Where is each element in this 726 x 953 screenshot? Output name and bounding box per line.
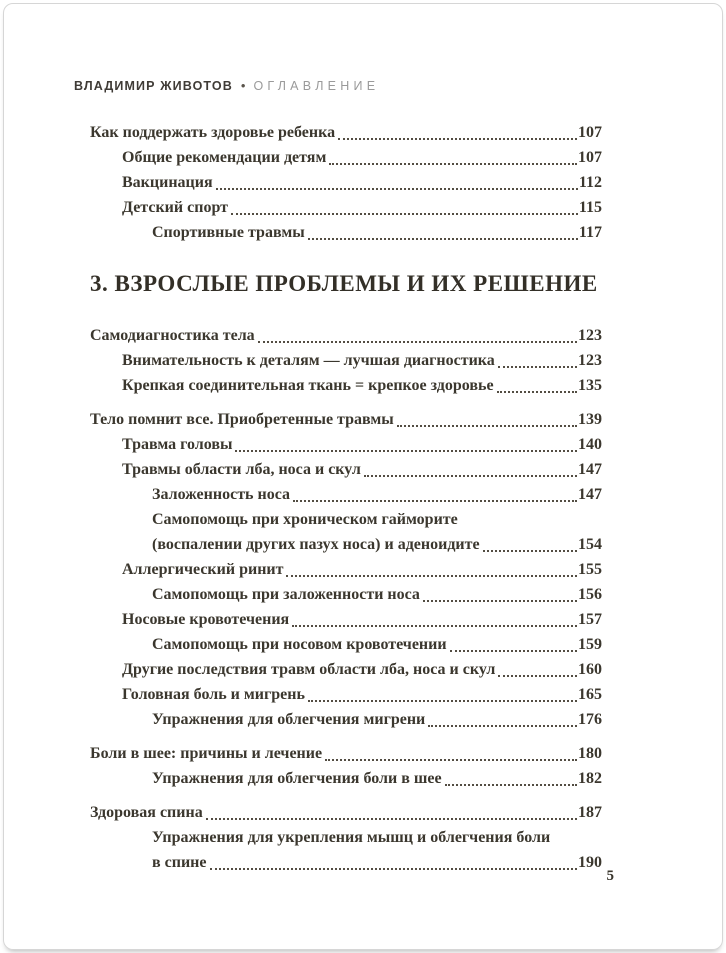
toc-entry-title: Детский спорт <box>122 199 228 216</box>
toc-entry-page: 115 <box>578 199 602 216</box>
toc-entry <box>90 632 602 657</box>
toc-entry-page: 154 <box>578 536 602 553</box>
toc-entry-title: Здоровая спина <box>90 804 203 821</box>
toc-entry <box>90 170 602 195</box>
dot-leader <box>325 759 577 761</box>
section-heading: 3. ВЗРОСЛЫЕ ПРОБЛЕМЫ И ИХ РЕШЕНИЕ <box>90 271 598 296</box>
toc-entry <box>90 195 602 220</box>
toc-entry-title: Тело помнит все. Приобретенные травмы <box>90 411 394 428</box>
toc-entry-page: 155 <box>578 561 602 578</box>
toc-entry-page: 180 <box>578 745 602 762</box>
toc-entry-title: Другие последствия травм области лба, носа и скул <box>122 661 496 678</box>
toc-entry-title: Внимательность к деталям — лучшая диагностика <box>122 352 495 369</box>
toc-entry-page: 159 <box>578 636 602 653</box>
toc-entry <box>90 220 602 245</box>
dot-leader <box>293 500 577 502</box>
toc-entry <box>90 766 602 791</box>
dot-leader <box>235 450 577 452</box>
toc-entry-title: Вакцинация <box>122 174 213 191</box>
toc-entry-page: 176 <box>578 711 602 728</box>
dot-leader <box>445 784 577 786</box>
toc-entry-title: Травмы области лба, носа и скул <box>122 461 361 478</box>
toc-entry-page: 139 <box>578 411 602 428</box>
toc-entry <box>90 407 602 432</box>
toc-entry <box>90 507 602 532</box>
toc-entry-title: Упражнения для облегчения мигрени <box>152 711 426 728</box>
toc-entry <box>90 800 602 825</box>
toc-entry-title: Боли в шее: причины и лечение <box>90 745 323 762</box>
toc-entry <box>90 348 602 373</box>
toc-entry <box>90 582 602 607</box>
toc-entry-title: в спине <box>152 854 207 871</box>
toc-entry <box>90 850 602 875</box>
toc-entry <box>90 557 602 582</box>
toc-entry-page: 147 <box>578 486 602 503</box>
toc-entry <box>90 323 602 348</box>
dot-leader <box>498 675 577 677</box>
page-number: 5 <box>606 868 614 884</box>
toc-entry-page: 160 <box>578 661 602 678</box>
toc-entry <box>90 373 602 398</box>
toc-entry-page: 123 <box>578 327 602 344</box>
running-header <box>74 78 379 94</box>
dot-leader <box>292 625 577 627</box>
toc-entry-title: Упражнения для облегчения боли в шее <box>152 770 442 787</box>
dot-leader <box>338 138 577 140</box>
toc-entry-title: Упражнения для укрепления мышц и облегчения боли <box>152 829 551 846</box>
toc-entry-page: 140 <box>578 436 602 453</box>
header-section-label: ОГЛАВЛЕНИЕ <box>253 79 380 93</box>
toc-entry-title: Самодиагностика тела <box>90 327 255 344</box>
toc-entry <box>90 682 602 707</box>
toc-entry-title: (воспалении других пазух носа) и аденоидите <box>152 536 480 553</box>
bullet-separator-icon: • <box>240 78 246 93</box>
toc-entry <box>90 707 602 732</box>
toc-entry-title: Спортивные травмы <box>152 224 305 241</box>
toc-entry-page: 187 <box>578 804 602 821</box>
toc-entry-page: 117 <box>578 224 602 241</box>
toc-entry-title: Аллергический ринит <box>122 561 284 578</box>
toc-entry <box>90 457 602 482</box>
dot-leader <box>483 550 577 552</box>
dot-leader <box>397 425 577 427</box>
dot-leader <box>308 238 578 240</box>
dot-leader <box>364 475 577 477</box>
toc-entry-page: 135 <box>578 377 602 394</box>
toc-entry-title: Головная боль и мигрень <box>122 686 305 703</box>
dot-leader <box>308 700 577 702</box>
toc-entry <box>90 532 602 557</box>
toc-entry-title: Как поддержать здоровье ребенка <box>90 124 336 141</box>
toc-entry-title: Самопомощь при хроническом гайморите <box>152 511 458 528</box>
toc-entry-title: Носовые кровотечения <box>122 611 290 628</box>
toc-entry-page: 107 <box>578 149 602 166</box>
toc-entry-page: 182 <box>578 770 602 787</box>
dot-leader <box>231 213 578 215</box>
dot-leader <box>210 868 578 870</box>
toc-entry-page: 165 <box>578 686 602 703</box>
dot-leader <box>423 600 577 602</box>
toc-entry-page: 156 <box>578 586 602 603</box>
toc-entry-title: Травма головы <box>122 436 233 453</box>
table-of-contents <box>90 120 602 875</box>
toc-entry-title: Самопомощь при заложенности носа <box>152 586 420 603</box>
dot-leader <box>497 391 577 393</box>
dot-leader <box>329 163 577 165</box>
toc-entry <box>90 607 602 632</box>
toc-entry <box>90 145 602 170</box>
dot-leader <box>258 341 577 343</box>
toc-entry-title: Крепкая соединительная ткань = крепкое здоровье <box>122 377 494 394</box>
dot-leader <box>206 818 577 820</box>
toc-entry <box>90 741 602 766</box>
toc-entry-page: 147 <box>578 461 602 478</box>
toc-entry-page: 107 <box>578 124 602 141</box>
toc-entry-title: Общие рекомендации детям <box>122 149 327 166</box>
dot-leader <box>428 725 577 727</box>
toc-entry-title: Заложенность носа <box>152 486 291 503</box>
toc-entry-page: 123 <box>578 352 602 369</box>
dot-leader <box>216 188 578 190</box>
toc-entry <box>90 657 602 682</box>
dot-leader <box>450 650 577 652</box>
dot-leader <box>498 366 577 368</box>
dot-leader <box>286 575 577 577</box>
toc-entry <box>90 432 602 457</box>
toc-entry <box>90 120 602 145</box>
toc-entry <box>90 825 602 850</box>
toc-entry-page: 157 <box>578 611 602 628</box>
toc-entry-title: Самопомощь при носовом кровотечении <box>152 636 447 653</box>
author-name: ВЛАДИМИР ЖИВОТОВ <box>74 79 233 93</box>
toc-entry-page: 112 <box>578 174 602 191</box>
toc-entry-page: 190 <box>578 854 602 871</box>
toc-entry <box>90 482 602 507</box>
